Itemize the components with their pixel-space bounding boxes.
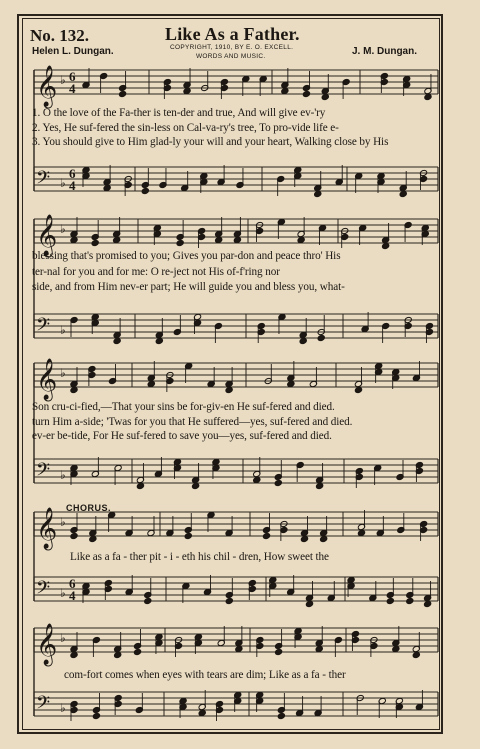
- bass-clef-icon: 𝄢: [36, 315, 51, 340]
- note-head: [302, 90, 310, 97]
- time-signature-top: 6: [69, 166, 76, 181]
- composer: J. M. Dungan.: [352, 46, 417, 57]
- note-head: [70, 651, 78, 658]
- note-head: [183, 87, 191, 94]
- time-signature-bottom: 4: [69, 81, 76, 96]
- note-head: [386, 597, 394, 604]
- note-head: [91, 239, 99, 246]
- time-signature-top: 6: [69, 69, 76, 84]
- bass-clef-icon: 𝄢: [36, 460, 51, 485]
- lyric-line: Son cru-ci-fied,—That your sins be for-giv-en He suf-fered and died.: [32, 401, 335, 413]
- flat-sign-icon: ♭: [60, 366, 66, 380]
- lyric-line: blessing that's promised to you; Gives you par-don and peace thro' His: [32, 250, 341, 262]
- note-head: [321, 93, 329, 100]
- lyricist: Helen L. Dungan.: [32, 46, 114, 57]
- hymn-title: Like As a Father.: [165, 24, 300, 44]
- treble-clef-icon: 𝄞: [36, 66, 58, 107]
- note-head: [225, 386, 233, 393]
- flat-sign-icon: ♭: [60, 586, 66, 600]
- note-head: [144, 597, 152, 604]
- note-head: [89, 535, 97, 542]
- flat-sign-icon: ♭: [60, 176, 66, 190]
- note-head: [317, 334, 325, 341]
- lyric-line: 1. O the love of the Fa-ther is ten-der and true, And will give ev-'ry: [32, 107, 326, 119]
- lyric-line: ev-er be-tide, For He suf-fered to save you—yes, suf-fered and died.: [32, 430, 332, 442]
- flat-sign-icon: ♭: [60, 468, 66, 482]
- note-head: [119, 90, 127, 97]
- lyric-line: com-fort comes when eyes with tears are dim; Like as a fa - ther: [64, 669, 346, 681]
- note-head: [114, 651, 122, 658]
- note-head: [305, 600, 313, 607]
- note-head: [253, 476, 261, 483]
- note-head: [136, 482, 144, 489]
- note-head: [316, 482, 324, 489]
- note-head: [392, 645, 400, 652]
- note-head: [133, 648, 141, 655]
- flat-sign-icon: ♭: [60, 323, 66, 337]
- note-head: [70, 532, 78, 539]
- note-head: [92, 712, 100, 719]
- note-head: [70, 386, 78, 393]
- note-head: [424, 600, 432, 607]
- note-head: [354, 386, 362, 393]
- note-head: [406, 597, 414, 604]
- lyric-line: 3. You should give to Him glad-ly your will and your heart, Walking close by His: [32, 136, 389, 148]
- note-head: [281, 87, 289, 94]
- note-head: [297, 236, 305, 243]
- note-head: [235, 645, 243, 652]
- flat-sign-icon: ♭: [60, 631, 66, 645]
- treble-clef-icon: 𝄞: [36, 359, 58, 400]
- bass-clef-icon: 𝄢: [36, 578, 51, 603]
- bass-clef-icon: 𝄢: [36, 693, 51, 718]
- lyric-line: side, and from Him nev-er part; He will guide you and bless you, what-: [32, 281, 345, 293]
- note-head: [184, 532, 192, 539]
- note-head: [103, 184, 111, 191]
- treble-clef-icon: 𝄞: [36, 215, 58, 256]
- lyric-line: Like as a fa - ther pit - i - eth his chil - dren, How sweet the: [70, 551, 329, 563]
- copyright-subline: WORDS AND MUSIC.: [196, 53, 266, 60]
- note-head: [215, 236, 223, 243]
- note-head: [274, 479, 282, 486]
- note-head: [70, 236, 78, 243]
- note-head: [412, 651, 420, 658]
- note-head: [320, 535, 328, 542]
- chorus-label: CHORUS.: [66, 503, 112, 513]
- hymn-number: No. 132.: [30, 26, 90, 45]
- note-head: [147, 380, 155, 387]
- note-head: [399, 190, 407, 197]
- note-head: [287, 380, 295, 387]
- copyright-line: COPYRIGHT, 1910, BY E. O. EXCELL.: [170, 44, 294, 51]
- note-head: [225, 597, 233, 604]
- flat-sign-icon: ♭: [60, 515, 66, 529]
- note-head: [300, 535, 308, 542]
- time-signature-bottom: 4: [69, 178, 76, 193]
- note-head: [277, 712, 285, 719]
- note-head: [141, 187, 149, 194]
- treble-clef-icon: 𝄞: [36, 624, 58, 665]
- note-head: [315, 645, 323, 652]
- flat-sign-icon: ♭: [60, 222, 66, 236]
- note-head: [233, 236, 241, 243]
- treble-clef-icon: 𝄞: [36, 508, 58, 549]
- note-head: [192, 482, 200, 489]
- flat-sign-icon: ♭: [60, 73, 66, 87]
- note-head: [275, 648, 283, 655]
- note-head: [198, 709, 206, 716]
- note-head: [357, 529, 365, 536]
- note-head: [424, 93, 432, 100]
- lyric-line: ter-nal for you and for me: O re-ject not His of-f'ring nor: [32, 266, 280, 278]
- note-head: [314, 190, 322, 197]
- note-head: [113, 236, 121, 243]
- note-head: [113, 337, 121, 344]
- note-head: [299, 337, 307, 344]
- time-signature-top: 6: [69, 576, 76, 591]
- time-signature-bottom: 4: [69, 588, 76, 603]
- lyric-line: turn Him a-side; 'Twas for you that He suffered—yes, suf-fered and died.: [32, 416, 353, 428]
- note-head: [155, 337, 163, 344]
- note-head: [382, 242, 390, 249]
- note-head: [262, 532, 270, 539]
- lyric-line: 2. Yes, He suf-fered the sin-less on Cal-va-ry's tree, To pro-vide life e-: [32, 122, 339, 134]
- bass-clef-icon: 𝄢: [36, 168, 51, 193]
- note-head: [176, 239, 184, 246]
- flat-sign-icon: ♭: [60, 701, 66, 715]
